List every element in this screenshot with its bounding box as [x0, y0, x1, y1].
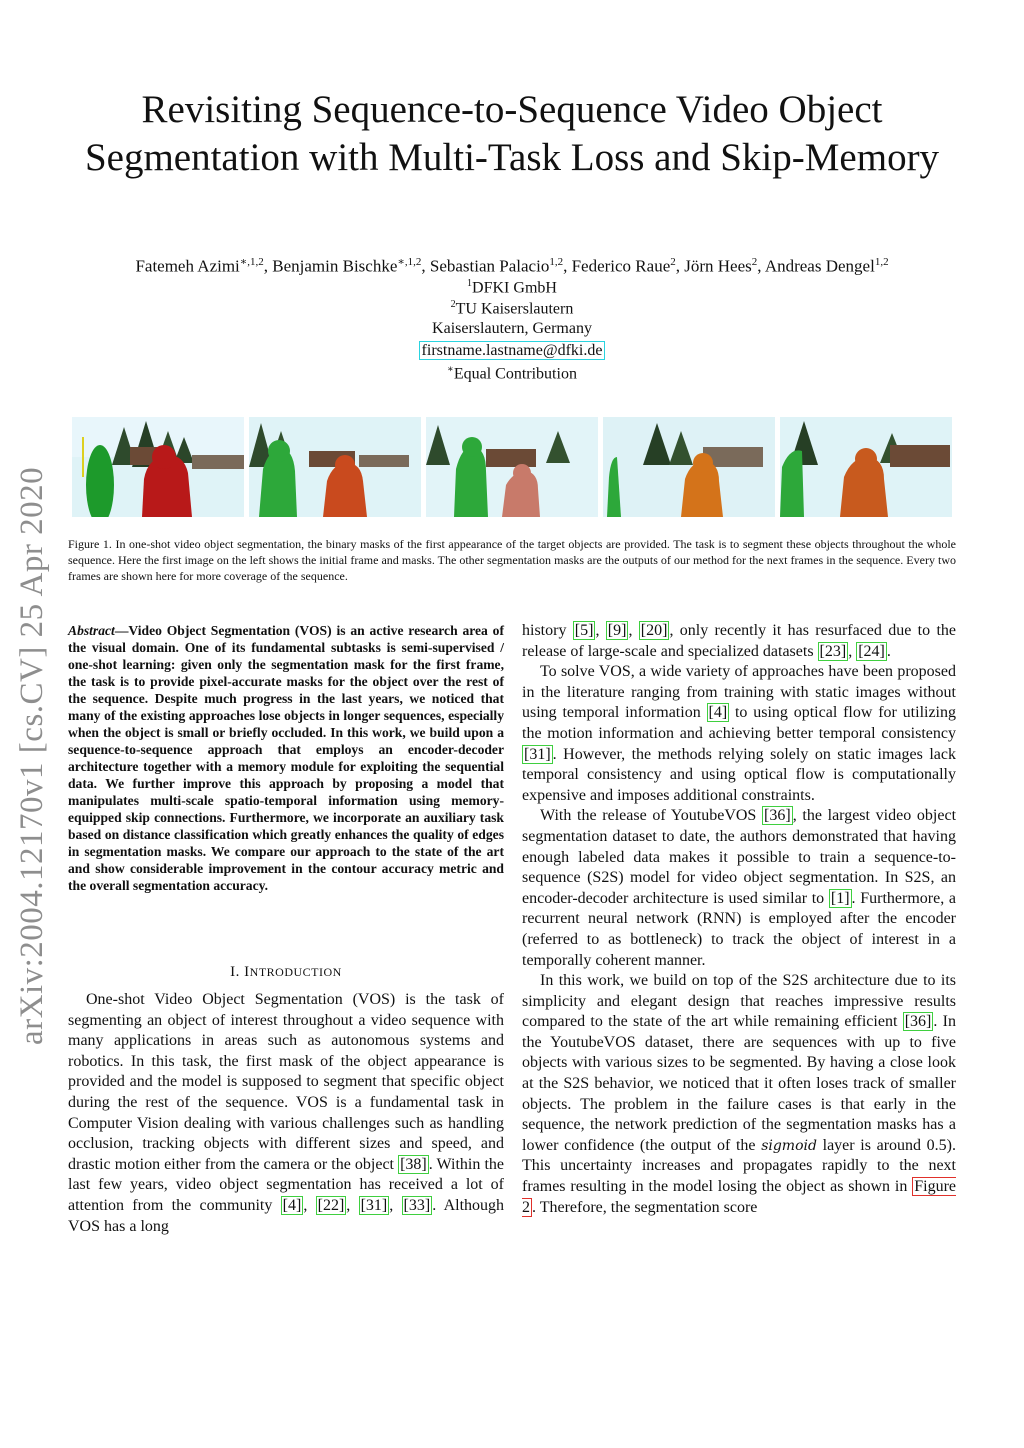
citation-link[interactable]: [23]: [819, 642, 847, 660]
author-sup: 2: [670, 256, 676, 268]
citation-link[interactable]: [4]: [282, 1196, 302, 1214]
author-sup: ∗,1,2: [239, 256, 264, 268]
math-sigmoid: sigmoid: [761, 1137, 817, 1154]
section-heading-introduction: I. INTRODUCTION: [230, 964, 342, 980]
equal-contribution-note: ∗Equal Contribution: [447, 364, 577, 383]
video-frame-4: [603, 417, 775, 517]
figure-1-caption: Figure 1. In one-shot video object segmentation, the binary masks of the first appearance of the target objects are provided. The task is to segment these objects throughout the whole sequence. Here the first image on the left shows the initial frame and masks. The other segmentation masks are the outputs of our method for the next frames in the sequence. Every two frames are shown here for more coverage of the sequence.: [68, 537, 956, 583]
author-sup: 2: [751, 256, 758, 268]
citation-link[interactable]: [22]: [317, 1196, 345, 1214]
citation-link[interactable]: [5]: [574, 622, 594, 639]
citation-link[interactable]: [9]: [607, 622, 627, 639]
author: Sebastian Palacio: [429, 256, 550, 276]
intro-paragraph-3: To solve VOS, a wide variety of approaches have been proposed in the literature ranging from training with static images without using temporal information [4] to using optical flow for utilizing the motion information and achieving better temporal consistency [31] . However, the methods relying solely on static images lack temporal consistency and using optical flow is computationally expensive and imposes additional constraints.: [522, 663, 957, 804]
citation-link[interactable]: [38]: [400, 1155, 427, 1173]
email-link[interactable]: firstname.lastname@dfki.de: [419, 341, 606, 360]
email-row: [0, 342, 1024, 360]
author-sup: 1,2: [549, 256, 564, 268]
intro-paragraph-5: In this work, we build on top of the S2S architecture due to its simplicity and elegant design that reaches impressive results compared to the state of the art while remaining efficient [36] . In the YoutubeVOS dataset, there are sequences with up to five objects with various sizes to be segmented. By having a close look at the S2S behavior, we noticed that it often loses track of smaller objects. The problem in the failure cases is that early in the sequence, the network prediction of the segmentation masks has a lower confidence (the output of the sigmoid layer is around 0.5). This uncertainty increases and propagates rapidly to the next frames resulting in the model losing the object as shown in Figure 2 . Therefore, the segmentation score: [522, 972, 957, 1216]
author: Jörn Hees: [684, 256, 752, 276]
citation-link[interactable]: [31]: [360, 1196, 388, 1214]
abstract: [68, 622, 504, 894]
intro-paragraph-4: With the release of YoutubeVOS [36] , the largest video object segmentation dataset to date, the authors demonstrated that having enough labeled data makes it possible to train a sequence-to-sequence (S2S) model for video object segmentation. In S2S, an encoder-decoder architecture is used similar to [1] . Furthermore, a recurrent neural network (RNN) is employed after the encoder (referred to as bottleneck) to track the object of interest in a temporally coherent manner.: [522, 807, 957, 969]
left-column-body: [68, 990, 504, 1237]
author: Federico Raue: [571, 256, 671, 276]
video-frame-2: [249, 417, 421, 517]
video-frame-3: [426, 417, 598, 517]
citation-link[interactable]: [4]: [708, 704, 728, 722]
intro-paragraph-2-cont: history [5] , [9] , [20] , only recently it has resurfaced due to the release of large-scale and specialized datasets [23] , [24] .: [522, 622, 957, 660]
citation-link[interactable]: [36]: [904, 1013, 932, 1031]
right-column-body: [522, 621, 956, 1218]
arxiv-stamp: arXiv:2004.12170v1 [cs.CV] 25 Apr 2020: [14, 466, 50, 1045]
citation-link[interactable]: [33]: [403, 1196, 431, 1214]
affiliation-location: Kaiserslautern, Germany: [432, 320, 592, 337]
figure-1-frames: [72, 417, 952, 517]
citation-link[interactable]: [24]: [858, 642, 885, 660]
video-frame-1: [72, 417, 244, 517]
affiliation-2: $^2$TU Kaiserslautern: [450, 299, 574, 318]
abstract-label: Abstract: [68, 623, 115, 638]
author-sup: 1,2: [874, 256, 889, 268]
author: Fatemeh Azimi: [135, 256, 240, 276]
citation-link[interactable]: [20]: [640, 622, 668, 639]
citation-link[interactable]: [36]: [764, 807, 791, 825]
figure-2-link[interactable]: Figure 2: [522, 1178, 956, 1216]
abstract-text: —Video Object Segmentation (VOS) is an active research area of the visual domain. One of its fundamental subtasks is semi-supervised / one-shot learning: given only the segmentation mask for the first frame, the task is to provide pixel-accurate masks for the object over the rest of the sequence. Despite much progress in the last years, we noticed that many of the existing approaches lose objects in longer sequences, especially when the object is small or briefly occluded. In this work, we build upon a sequence-to-sequence approach that employs an encoder-decoder architecture together with a memory module for exploiting the sequential data. We further improve this approach by proposing a model that manipulates multi-scale spatio-temporal information using memory-equipped skip connections. Furthermore, we incorporate an auxiliary task based on distance classification which greatly enhances the quality of edges in segmentation masks. We compare our approach to the state of the art and show considerable improvement in the contour accuracy metric and the overall segmentation accuracy.: [68, 623, 504, 893]
intro-paragraph-1: One-shot Video Object Segmentation (VOS) is the task of segmenting an object of interest throughout a video sequence with many applications in areas such as autonomous systems and robotics. In this task, the first mask of the object appearance is provided and the model is supposed to segment that specific object during the rest of the sequence. VOS is a fundamental task in Computer Vision dealing with various challenges such as handling occlusion, tracking objects with different sizes and speed, and drastic motion either from the camera or the object [38] . Within the last few years, video object segmentation has received a lot of attention from the community [4] , [22] , [31] , [33] . Although VOS has a long: [68, 991, 505, 1235]
affiliation-1: $^1$DFKI GmbH: [467, 278, 557, 297]
author-list: Fatemeh Azimi$^{∗,1,2}$, Benjamin Bischke$^{∗,1,2}$, Sebastian Palacio$^{1,2}$, Federico Raue$^2$, Jörn Hees$^2$, Andreas Dengel$^{1,2}$: [135, 256, 889, 276]
citation-link[interactable]: [1]: [830, 889, 850, 907]
citation-link[interactable]: [31]: [524, 745, 551, 763]
author-sup: ∗,1,2: [397, 256, 422, 268]
author: Benjamin Bischke: [272, 256, 398, 276]
video-frame-5: [780, 417, 952, 517]
author: Andreas Dengel: [764, 256, 875, 276]
paper-title: Revisiting Sequence-to-Sequence Video Object Segmentation with Multi-Task Loss and Skip-Memory: [84, 88, 940, 179]
